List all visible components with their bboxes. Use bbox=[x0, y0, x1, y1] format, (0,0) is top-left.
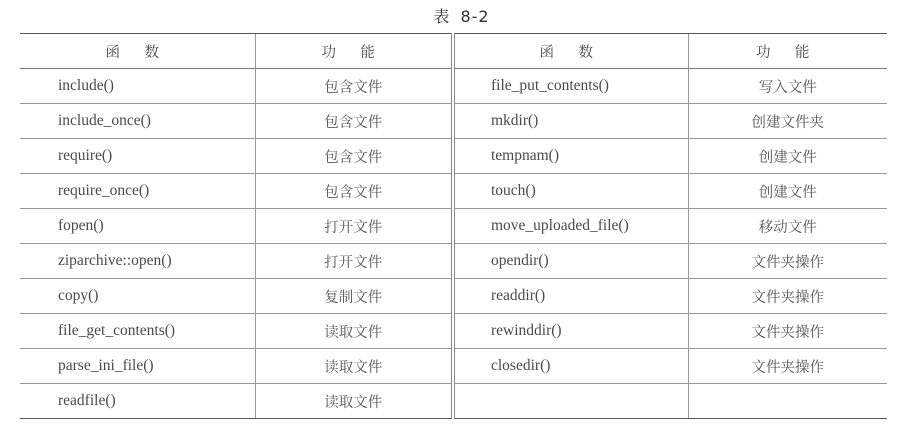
left-feature-cell: 包含文件 bbox=[255, 104, 453, 139]
right-feature-cell: 写入文件 bbox=[688, 69, 887, 104]
right-function-cell: rewinddir() bbox=[453, 314, 688, 349]
left-function-cell: ziparchive::open() bbox=[20, 244, 255, 279]
header-right-feature: 功 能 bbox=[688, 34, 887, 69]
table-body bbox=[20, 69, 887, 419]
table-row bbox=[20, 244, 887, 279]
left-function-cell: copy() bbox=[20, 279, 255, 314]
table-row bbox=[20, 209, 887, 244]
right-function-cell: readdir() bbox=[453, 279, 688, 314]
caption-number: 8-2 bbox=[460, 7, 490, 26]
table-row bbox=[20, 174, 887, 209]
left-feature-cell: 包含文件 bbox=[255, 69, 453, 104]
function-table bbox=[20, 33, 887, 417]
right-feature-cell: 创建文件 bbox=[688, 174, 887, 209]
left-function-cell: fopen() bbox=[20, 209, 255, 244]
right-feature-cell: 文件夹操作 bbox=[688, 314, 887, 349]
table-header-row bbox=[20, 34, 887, 69]
right-function-cell bbox=[453, 384, 688, 419]
right-feature-cell: 文件夹操作 bbox=[688, 244, 887, 279]
left-feature-cell: 读取文件 bbox=[255, 349, 453, 384]
right-feature-cell: 文件夹操作 bbox=[688, 349, 887, 384]
left-feature-cell: 读取文件 bbox=[255, 314, 453, 349]
header-left-function: 函 数 bbox=[20, 34, 255, 69]
right-function-cell: file_put_contents() bbox=[453, 69, 688, 104]
table-row bbox=[20, 69, 887, 104]
right-function-cell: opendir() bbox=[453, 244, 688, 279]
right-function-cell: mkdir() bbox=[453, 104, 688, 139]
left-function-cell: include_once() bbox=[20, 104, 255, 139]
left-feature-cell: 包含文件 bbox=[255, 139, 453, 174]
left-feature-cell: 读取文件 bbox=[255, 384, 453, 419]
table-row bbox=[20, 314, 887, 349]
right-feature-cell: 文件夹操作 bbox=[688, 279, 887, 314]
table-caption bbox=[0, 4, 923, 27]
function-table-grid bbox=[20, 33, 887, 419]
left-feature-cell: 打开文件 bbox=[255, 209, 453, 244]
caption-prefix: 表 bbox=[433, 7, 451, 26]
right-feature-cell: 移动文件 bbox=[688, 209, 887, 244]
right-feature-cell bbox=[688, 384, 887, 419]
table-row bbox=[20, 139, 887, 174]
right-function-cell: touch() bbox=[453, 174, 688, 209]
right-feature-cell: 创建文件夹 bbox=[688, 104, 887, 139]
table-row bbox=[20, 349, 887, 384]
left-function-cell: require_once() bbox=[20, 174, 255, 209]
right-function-cell: move_uploaded_file() bbox=[453, 209, 688, 244]
right-feature-cell: 创建文件 bbox=[688, 139, 887, 174]
left-function-cell: include() bbox=[20, 69, 255, 104]
header-left-feature: 功 能 bbox=[255, 34, 453, 69]
header-right-function: 函 数 bbox=[453, 34, 688, 69]
right-function-cell: tempnam() bbox=[453, 139, 688, 174]
left-feature-cell: 包含文件 bbox=[255, 174, 453, 209]
left-feature-cell: 复制文件 bbox=[255, 279, 453, 314]
left-function-cell: require() bbox=[20, 139, 255, 174]
table-row bbox=[20, 279, 887, 314]
right-function-cell: closedir() bbox=[453, 349, 688, 384]
left-function-cell: readfile() bbox=[20, 384, 255, 419]
left-feature-cell: 打开文件 bbox=[255, 244, 453, 279]
table-row bbox=[20, 384, 887, 419]
left-function-cell: file_get_contents() bbox=[20, 314, 255, 349]
table-row bbox=[20, 104, 887, 139]
left-function-cell: parse_ini_file() bbox=[20, 349, 255, 384]
